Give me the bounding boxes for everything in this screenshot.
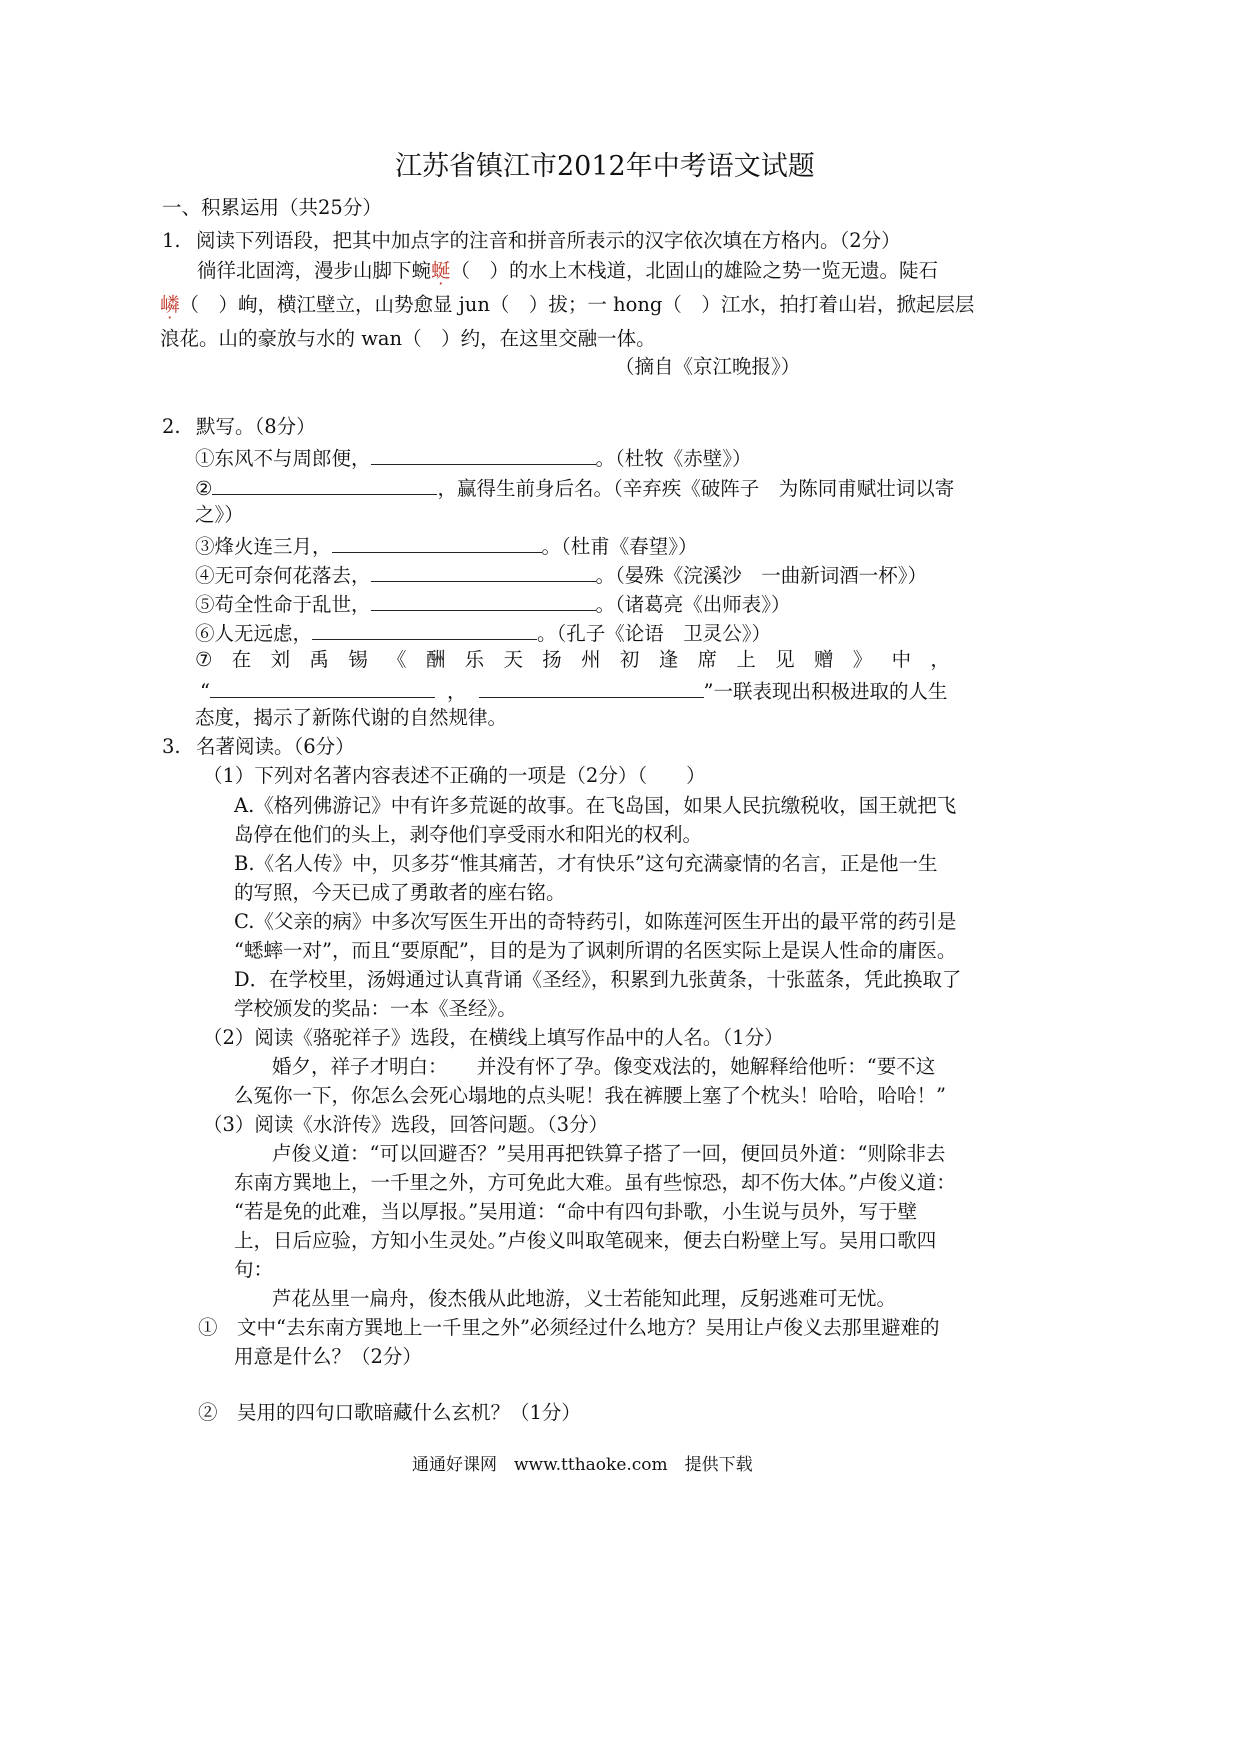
item-text: ④无可奈何花落去，	[195, 564, 371, 587]
answer-blank[interactable]	[210, 679, 435, 698]
dotted-char: 嶙	[160, 293, 180, 316]
item-source: 。（杜牧《赤壁》）	[595, 447, 752, 470]
spaced-char: 天	[503, 648, 523, 671]
q1-number: 1.	[162, 229, 181, 252]
q3-prompt: 名著阅读。（6分）	[196, 735, 355, 758]
q2-item-2	[195, 476, 954, 499]
answer-blank[interactable]	[312, 621, 537, 640]
q2-item-4	[195, 563, 927, 586]
q2-number: 2.	[162, 415, 181, 438]
item-source: 。（晏殊《浣溪沙 一曲新词酒一杯》）	[595, 564, 928, 587]
comma: ，	[446, 680, 467, 703]
excerpt-line-2: 么冤你一下，你怎么会死心塌地的点头呢！我在裤腰上塞了个枕头！哈哈，哈哈！”	[234, 1084, 946, 1107]
q1-text: （ ）的水上木栈道，北固山的雄险之势一览无遗。陡石	[450, 259, 939, 282]
q1-prompt: 阅读下列语段，把其中加点字的注音和拼音所表示的汉字依次填在方格内。（2分）	[196, 229, 901, 252]
answer-blank[interactable]	[479, 679, 704, 698]
poem-line: 芦花丛里一扁舟，俊杰俄从此地游，义士若能知此理，反躬逃难可无忧。	[272, 1287, 897, 1310]
answer-blank[interactable]	[332, 534, 542, 553]
spaced-char: ⑦	[195, 648, 213, 671]
q2-item-2-cont: 之》）	[195, 503, 244, 526]
item-source: 。（诸葛亮《出师表》）	[595, 593, 791, 616]
q1-text: 徜徉北固湾，漫步山脚下蜿	[197, 259, 432, 282]
answer-blank[interactable]	[371, 446, 596, 465]
spaced-char: 禹	[309, 648, 329, 671]
option-a-line-1: A.《格列佛游记》中有许多荒诞的故事。在飞岛国，如果人民抗缴税收，国王就把飞	[234, 794, 957, 817]
dotted-char: 蜒	[431, 259, 451, 282]
option-a-line-2: 岛停在他们的头上，剥夺他们享受雨水和阳光的权利。	[234, 823, 703, 846]
q2-item-7-cont: 态度，揭示了新陈代谢的自然规律。	[195, 706, 508, 729]
spaced-char: 逢	[658, 648, 679, 671]
q2-item-3	[195, 534, 698, 557]
q2-prompt: 默写。（8分）	[196, 415, 316, 438]
item-text: ①东风不与周郎便，	[195, 447, 371, 470]
q2-item-5	[195, 592, 791, 615]
option-c-line-2: “蟋蟀一对”，而且“要原配”，目的是为了讽刺所谓的名医实际上是误人性命的庸医。	[234, 939, 957, 962]
quote-mark: “	[200, 680, 210, 703]
shuihu-line-2: 东南方巽地上，一千里之外，方可免此大难。虽有些惊恐，却不伤大体。”卢俊义道：	[234, 1171, 956, 1194]
option-b-line-2: 的写照，今天已成了勇敢者的座右铭。	[234, 881, 566, 904]
item-source: 。（杜甫《春望》）	[541, 535, 698, 558]
q3-number: 3.	[162, 735, 181, 758]
q1-passage-line-2	[160, 295, 974, 315]
option-d-line-1: D．在学校里，汤姆通过认真背诵《圣经》，积累到九张黄条，十张蓝条，凭此换取了	[234, 968, 962, 991]
item-source: 。（孔子《论语 卫灵公》）	[537, 622, 772, 645]
excerpt-line-1: 婚夕，祥子才明白： 并没有怀了孕。像变戏法的，她解释给他听：“要不这	[272, 1055, 936, 1078]
spaced-char: 初	[619, 648, 640, 671]
option-d-line-2: 学校颁发的奖品：一本《圣经》。	[234, 997, 517, 1020]
q2-item-1	[195, 446, 752, 469]
spaced-char: 乐	[464, 648, 485, 671]
spaced-char: 扬	[542, 648, 562, 671]
spaced-char: 州	[581, 648, 601, 671]
item-text: ”一联表现出积极进取的人生	[703, 680, 948, 703]
option-c-line-1: C.《父亲的病》中多次写医生开出的奇特药引，如陈莲河医生开出的最平常的药引是	[234, 910, 957, 933]
q1-passage-line-3: 浪花。山的豪放与水的 wan（ ）约，在这里交融一体。	[160, 327, 656, 350]
spaced-char: 《	[387, 648, 407, 671]
page-title: 江苏省镇江市2012年中考语文试题	[395, 151, 815, 182]
sub-question-2: ② 吴用的四句口歌暗藏什么玄机？（1分）	[198, 1401, 581, 1424]
spaced-char: 中	[891, 648, 912, 671]
shuihu-line-1: 卢俊义道：“可以回避否？”吴用再把铁算子搭了一回，便回员外道：“则除非去	[272, 1142, 946, 1165]
q3-part-1: （1）下列对名著内容表述不正确的一项是（2分）（ ）	[203, 764, 706, 787]
q1-source: （摘自《京江晚报》）	[615, 355, 801, 378]
shuihu-line-3: “若是免的此难，当以厚报。”吴用道：“命中有四句卦歌，小生说与员外，写于壁	[234, 1200, 918, 1223]
shuihu-line-4: 上，日后应验，方知小生灵处。”卢俊义叫取笔砚来，便去白粉壁上写。吴用口歌四	[234, 1229, 937, 1252]
item-text: ⑤苟全性命于乱世，	[195, 593, 371, 616]
sub-question-1-line-1: ① 文中“去东南方巽地上一千里之外”必须经过什么地方？吴用让卢俊义去那里避难的	[198, 1316, 940, 1339]
spaced-char: 见	[775, 648, 795, 671]
option-b-line-1: B.《名人传》中，贝多芬“惟其痛苦，才有快乐”这句充满豪情的名言，正是他一生	[234, 852, 938, 875]
section-heading: 一、积累运用（共25分）	[162, 196, 382, 219]
spaced-char: 上	[736, 648, 756, 671]
item-text: ⑥人无远虑，	[195, 622, 313, 645]
answer-blank[interactable]	[371, 592, 596, 611]
spaced-char: 酬	[425, 648, 446, 671]
q3-part-2: （2）阅读《骆驼祥子》选段，在横线上填写作品中的人名。（1分）	[203, 1026, 784, 1049]
spaced-char: 锡	[348, 648, 368, 671]
spaced-char: 席	[697, 648, 718, 671]
answer-blank[interactable]	[371, 563, 596, 582]
item-source: ，赢得生前身后名。（辛弃疾《破阵子 为陈同甫赋壮词以寄	[437, 477, 955, 500]
answer-blank[interactable]	[212, 476, 437, 495]
item-text: ②	[195, 477, 213, 500]
item-text: ③烽火连三月，	[195, 535, 332, 558]
shuihu-line-5: 句：	[234, 1258, 274, 1281]
spaced-char: 赠	[813, 648, 834, 671]
q3-part-3: （3）阅读《水浒传》选段，回答问题。（3分）	[203, 1113, 609, 1136]
spaced-char: 在	[231, 648, 252, 671]
spaced-char: 》	[852, 648, 873, 671]
q1-text: （ ）峋，横江壁立，山势愈显 jun（ ）拔；一 hong（ ）江水，拍打着山岩，掀起层层	[179, 293, 975, 316]
q2-item-6	[195, 621, 771, 644]
q2-item-7	[195, 650, 950, 670]
q1-passage-line-1	[197, 261, 938, 281]
spaced-char: 刘	[270, 648, 291, 671]
spaced-char: ，	[930, 648, 950, 671]
q2-item-7-blanks	[200, 679, 947, 702]
sub-question-1-line-2: 用意是什么？（2分）	[234, 1345, 422, 1368]
page-footer: 通通好课网 www.tthaoke.com 提供下载	[412, 1455, 753, 1475]
